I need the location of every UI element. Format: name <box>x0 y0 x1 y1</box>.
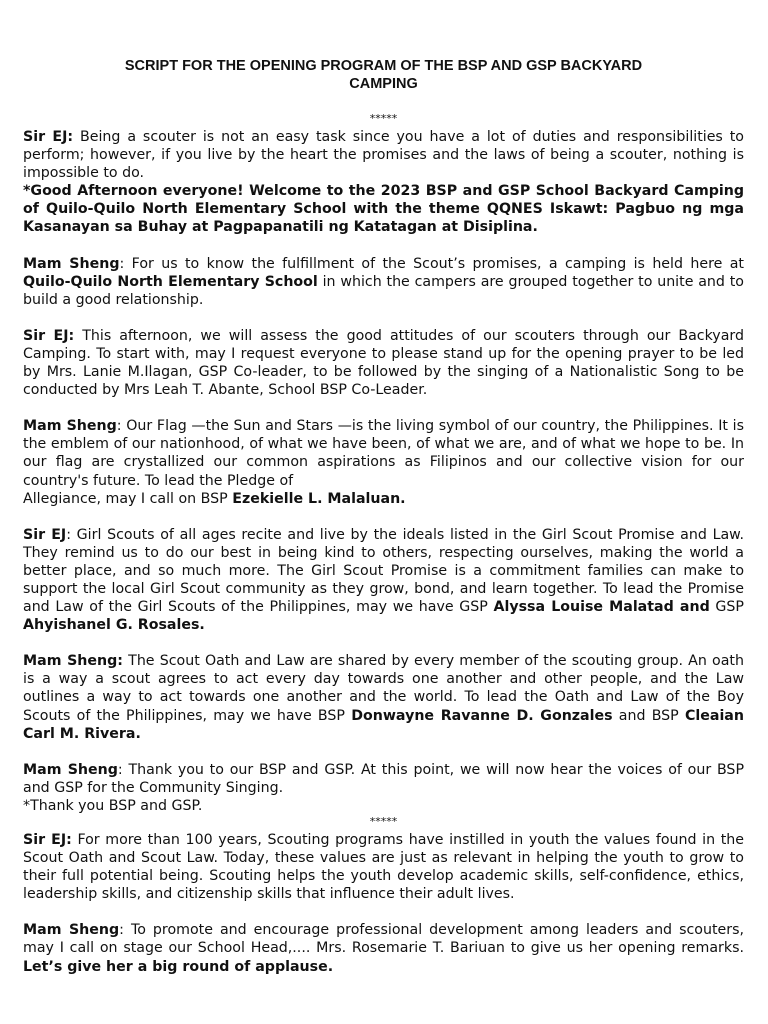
paragraph-text: in which the campers are grouped together to unite and to build a good relationship. <box>23 273 744 308</box>
speaker-label: Sir EJ: <box>23 129 74 145</box>
paragraph-text: and BSP <box>612 707 685 724</box>
document-title: SCRIPT FOR THE OPENING PROGRAM OF THE BSP AND GSP BACKYARD CAMPING <box>124 58 643 92</box>
school-name: Quilo-Quilo North Elementary School <box>23 273 318 290</box>
paragraph-flag-continued <box>23 490 744 508</box>
separator-stars: ***** <box>369 815 398 828</box>
paragraph-text: : For us to know the fulfillment of the Scout’s promises, a camping is held here at <box>119 255 744 272</box>
paragraph-sir-ej-intro <box>23 128 744 182</box>
paragraph-sir-ej-scouting <box>23 831 744 903</box>
scout-name: Alyssa Louise Malatad and <box>493 599 710 616</box>
paragraph-text: The Scout Oath and Law are shared by every member of the scouting group. An oath is a way a scout agrees to act every day towards one another and other people, and the Law outlines a way to act towards one another and the world. To lead the Oath and Law of the Boy Scouts of the Philippines, may we have BSP <box>23 653 744 724</box>
scout-name: Donwayne Ravanne D. Gonzales <box>351 707 613 724</box>
paragraph-mam-sheng-remarks <box>23 921 744 975</box>
speaker-label: Sir EJ: <box>23 832 72 848</box>
scout-name: Cleaian Carl M. Rivera. <box>23 707 744 742</box>
paragraph-text: : Girl Scouts of all ages recite and live by the ideals listed in the Girl Scout Promise and Law. They remind us to do our best in being kind to others, respecting ourselves, making the world a better place, and so much more. The Girl Scout Promise is a commitment families can make to support the local Girl Scout community as they grow, bond, and learn together. To lead the Promise and Law of the Girl Scouts of the Philippines, may we have GSP <box>23 526 744 616</box>
welcome-text: *Good Afternoon everyone! Welcome to the 2023 BSP and GSP School Backyard Camping of Quilo-Quilo North Elementary School with the theme QQNES Iskawt: Pagbuo ng mga Kasanayan sa Buhay at Pagpapanatili ng Katatagan at Disiplina. <box>23 183 744 236</box>
paragraph-text: : Our Flag —the Sun and Stars —is the living symbol of our country, the Philippines. It is the emblem of our nationhood, of what we have been, of what we are, and of what we hope to be. In our flag are crystallized our common aspirations as Filipinos and our collective vision for our country's future. To lead the Pledge of <box>23 418 744 489</box>
paragraph-mam-sheng-flag <box>23 417 744 489</box>
speaker-label: Mam Sheng <box>23 418 117 435</box>
speaker-label: Mam Sheng: <box>23 653 123 670</box>
paragraph-text: This afternoon, we will assess the good attitudes of our scouters through our Backyard Camping. To start with, may I request everyone to please stand up for the opening prayer to be led by Mrs. Lanie M.Ilagan, GSP Co-leader, to be followed by the singing of a Nationalistic Song to be conducted by Mrs Leah T. Abante, School BSP Co-Leader. <box>23 327 744 399</box>
speaker-label: Mam Sheng <box>23 922 120 939</box>
paragraph-text: Being a scouter is not an easy task since you have a lot of duties and responsibilities to perform; however, if you live by the heart the promises and the laws of being a scouter, nothing is impossible to do. <box>23 129 744 182</box>
speaker-label: Sir EJ <box>23 526 67 543</box>
paragraph-text: For more than 100 years, Scouting programs have instilled in youth the values found in the Scout Oath and Scout Law. Today, these values are just as relevant in helping the youth to grow to their full potential being. Scouting helps the youth develop academic skills, self-confidence, ethics, leadership skills, and citizenship skills that influence their adult lives. <box>23 832 744 903</box>
paragraph-sir-ej-girl-scouts <box>23 526 744 635</box>
applause-line: Let’s give her a big round of applause. <box>23 958 334 975</box>
paragraph-mam-sheng-camping <box>23 255 744 309</box>
paragraph-mam-sheng-singing <box>23 761 744 797</box>
paragraph-sir-ej-prayer <box>23 327 744 399</box>
welcome-paragraph <box>23 182 744 236</box>
paragraph-text: : Thank you to our BSP and GSP. At this point, we will now hear the voices of our BSP and GSP for the Community Singing. <box>23 761 744 796</box>
scout-name: Ezekielle L. Malaluan. <box>232 490 406 507</box>
paragraph-text: Allegiance, may I call on BSP <box>23 490 233 507</box>
thanks-line: *Thank you BSP and GSP. <box>23 797 203 814</box>
document-page <box>23 58 744 976</box>
paragraph-mam-sheng-oath <box>23 652 744 742</box>
scout-name: Ahyishanel G. Rosales. <box>23 617 205 634</box>
speaker-label: Sir EJ: <box>23 327 75 344</box>
separator-stars: ***** <box>369 112 398 125</box>
paragraph-text: : To promote and encourage professional development among leaders and scouters, may I call on stage our School Head,.... Mrs. Rosemarie T. Bariuan to give us her opening remarks. <box>23 922 744 957</box>
paragraph-text: GSP <box>709 599 744 616</box>
speaker-label: Mam Sheng <box>23 761 118 778</box>
speaker-label: Mam Sheng <box>23 255 120 272</box>
